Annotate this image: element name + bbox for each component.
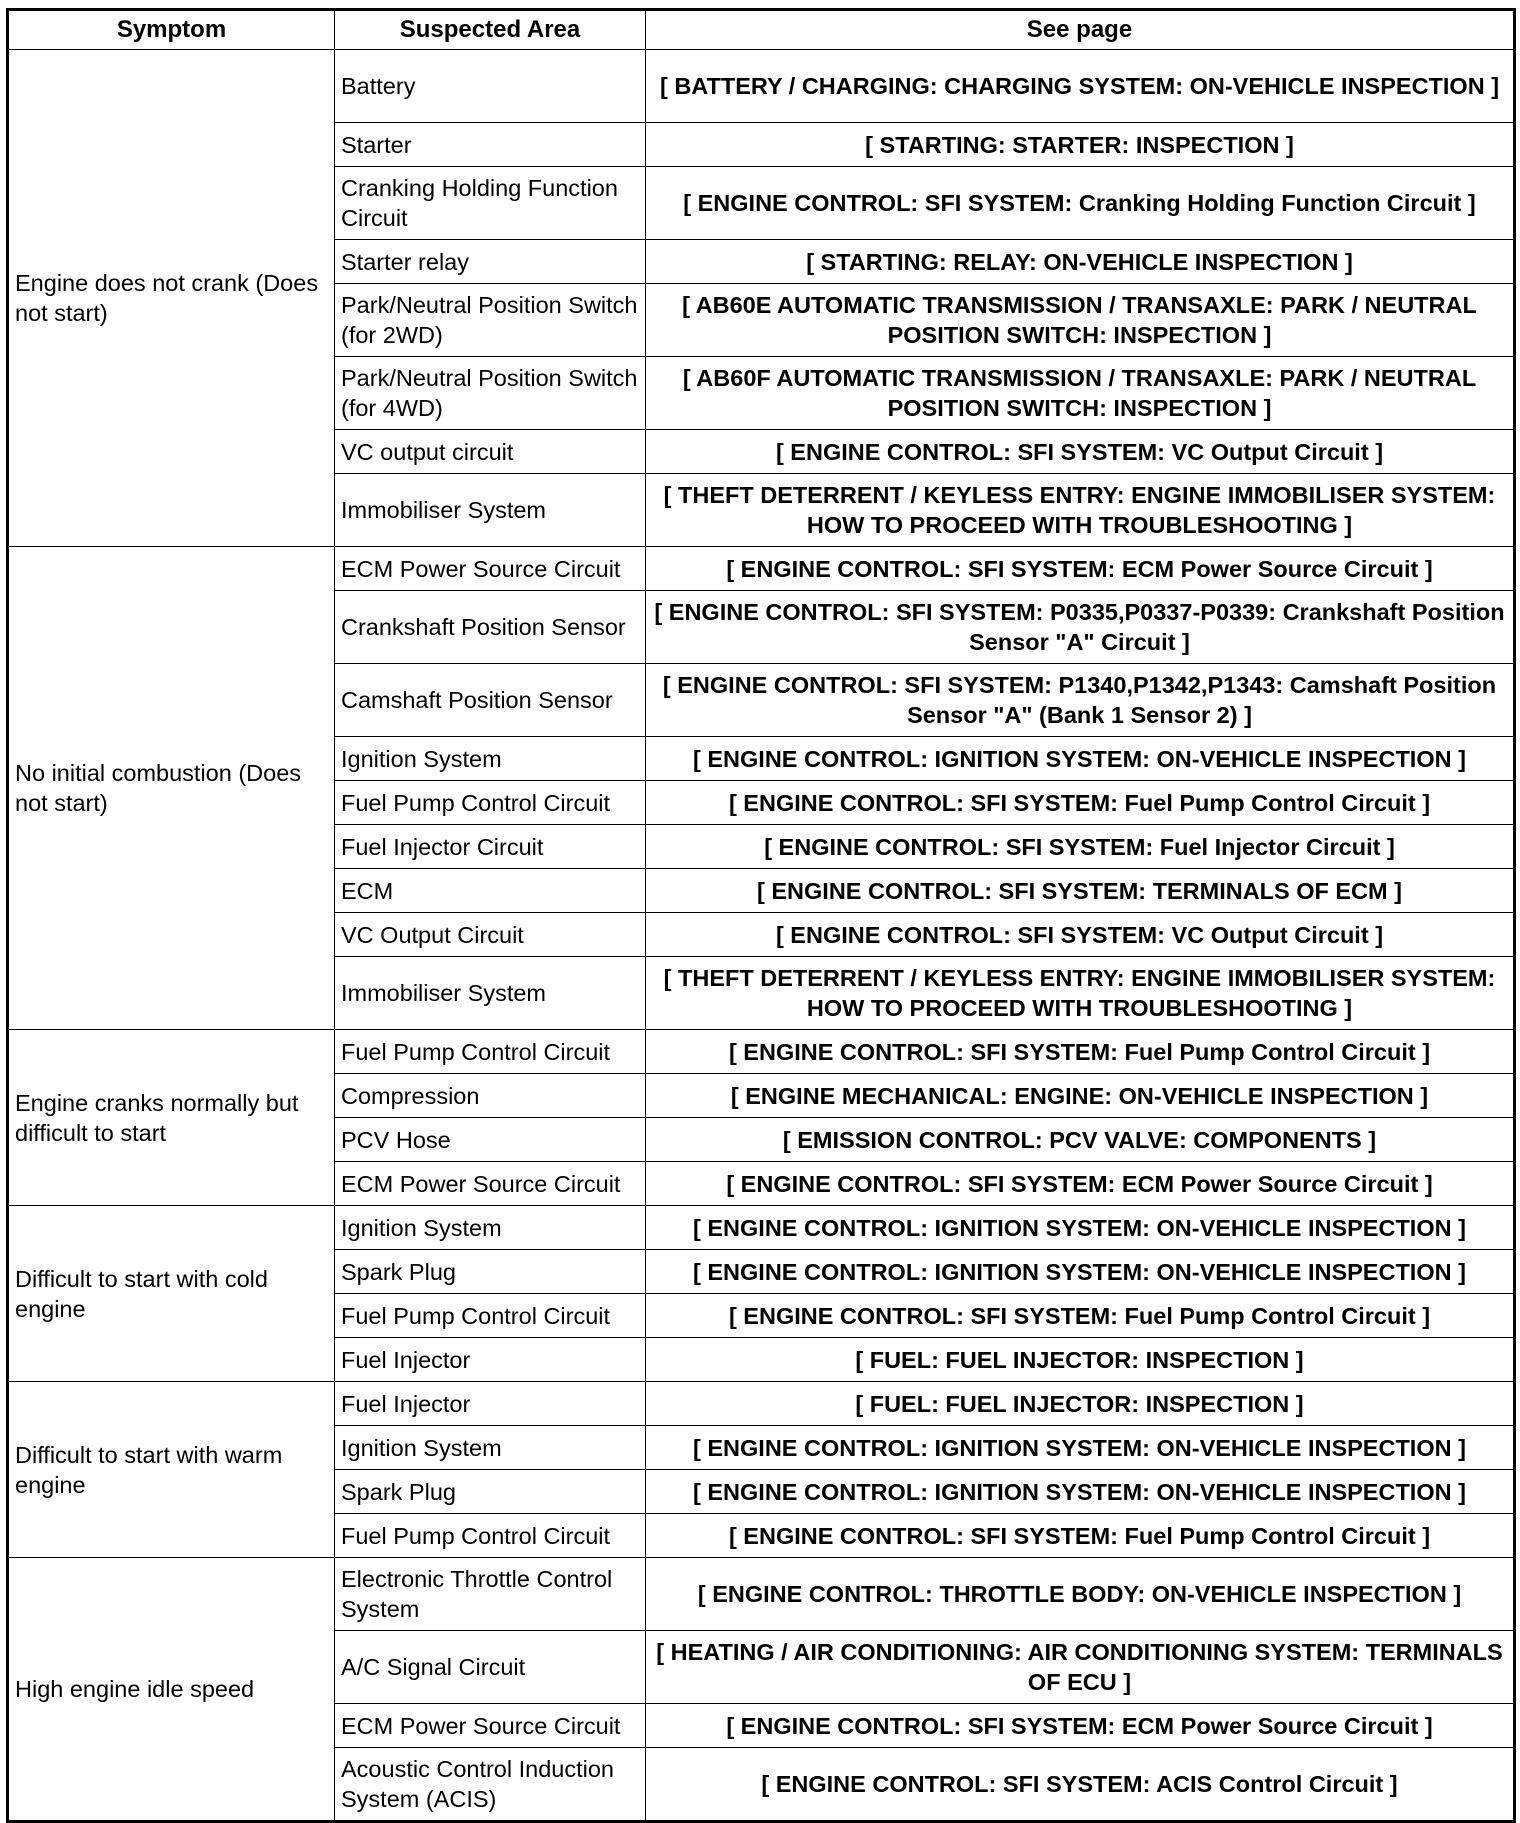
see-page-link[interactable]: [ ENGINE CONTROL: SFI SYSTEM: VC Output Circuit ] — [646, 913, 1515, 957]
suspected-area-cell: Electronic Throttle Control System — [335, 1558, 646, 1631]
see-page-link[interactable]: [ AB60E AUTOMATIC TRANSMISSION / TRANSAXLE: PARK / NEUTRAL POSITION SWITCH: INSPECTION ] — [646, 284, 1515, 357]
see-page-link[interactable]: [ FUEL: FUEL INJECTOR: INSPECTION ] — [646, 1338, 1515, 1382]
suspected-area-cell: Crankshaft Position Sensor — [335, 591, 646, 664]
see-page-link[interactable]: [ ENGINE CONTROL: SFI SYSTEM: ACIS Control Circuit ] — [646, 1748, 1515, 1822]
see-page-link[interactable]: [ ENGINE CONTROL: SFI SYSTEM: Fuel Pump Control Circuit ] — [646, 1514, 1515, 1558]
suspected-area-cell: Fuel Pump Control Circuit — [335, 1514, 646, 1558]
suspected-area-cell: Fuel Pump Control Circuit — [335, 781, 646, 825]
header-see-page: See page — [646, 10, 1515, 50]
suspected-area-cell: Ignition System — [335, 737, 646, 781]
header-suspected-area: Suspected Area — [335, 10, 646, 50]
header-row — [8, 10, 1515, 50]
see-page-link[interactable]: [ ENGINE CONTROL: IGNITION SYSTEM: ON-VEHICLE INSPECTION ] — [646, 1470, 1515, 1514]
see-page-link[interactable]: [ ENGINE CONTROL: SFI SYSTEM: P0335,P0337-P0339: Crankshaft Position Sensor "A" Circuit ] — [646, 591, 1515, 664]
symptom-cell: Engine does not crank (Does not start) — [8, 50, 335, 547]
see-page-link[interactable]: [ THEFT DETERRENT / KEYLESS ENTRY: ENGINE IMMOBILISER SYSTEM: HOW TO PROCEED WITH TROUBLESHOOTING ] — [646, 957, 1515, 1030]
table-row — [8, 1382, 1515, 1426]
suspected-area-cell: VC output circuit — [335, 430, 646, 474]
see-page-link[interactable]: [ ENGINE CONTROL: SFI SYSTEM: P1340,P1342,P1343: Camshaft Position Sensor "A" (Bank 1 Sensor 2) ] — [646, 664, 1515, 737]
see-page-link[interactable]: [ ENGINE CONTROL: THROTTLE BODY: ON-VEHICLE INSPECTION ] — [646, 1558, 1515, 1631]
see-page-link[interactable]: [ FUEL: FUEL INJECTOR: INSPECTION ] — [646, 1382, 1515, 1426]
see-page-link[interactable]: [ AB60F AUTOMATIC TRANSMISSION / TRANSAXLE: PARK / NEUTRAL POSITION SWITCH: INSPECTION ] — [646, 357, 1515, 430]
see-page-link[interactable]: [ STARTING: STARTER: INSPECTION ] — [646, 123, 1515, 167]
see-page-link[interactable]: [ ENGINE MECHANICAL: ENGINE: ON-VEHICLE INSPECTION ] — [646, 1074, 1515, 1118]
suspected-area-cell: ECM — [335, 869, 646, 913]
suspected-area-cell: Park/Neutral Position Switch (for 4WD) — [335, 357, 646, 430]
suspected-area-cell: A/C Signal Circuit — [335, 1631, 646, 1704]
suspected-area-cell: Camshaft Position Sensor — [335, 664, 646, 737]
suspected-area-cell: Compression — [335, 1074, 646, 1118]
see-page-link[interactable]: [ ENGINE CONTROL: IGNITION SYSTEM: ON-VEHICLE INSPECTION ] — [646, 1426, 1515, 1470]
table-row — [8, 1030, 1515, 1074]
symptom-cell: Difficult to start with warm engine — [8, 1382, 335, 1558]
see-page-link[interactable]: [ BATTERY / CHARGING: CHARGING SYSTEM: ON-VEHICLE INSPECTION ] — [646, 50, 1515, 123]
suspected-area-cell: Starter — [335, 123, 646, 167]
see-page-link[interactable]: [ ENGINE CONTROL: SFI SYSTEM: Fuel Pump Control Circuit ] — [646, 1294, 1515, 1338]
suspected-area-cell: Immobiliser System — [335, 957, 646, 1030]
symptom-cell: Difficult to start with cold engine — [8, 1206, 335, 1382]
see-page-link[interactable]: [ ENGINE CONTROL: SFI SYSTEM: TERMINALS OF ECM ] — [646, 869, 1515, 913]
see-page-link[interactable]: [ ENGINE CONTROL: SFI SYSTEM: Fuel Injector Circuit ] — [646, 825, 1515, 869]
suspected-area-cell: Fuel Pump Control Circuit — [335, 1030, 646, 1074]
see-page-link[interactable]: [ ENGINE CONTROL: SFI SYSTEM: Cranking Holding Function Circuit ] — [646, 167, 1515, 240]
see-page-link[interactable]: [ ENGINE CONTROL: SFI SYSTEM: ECM Power Source Circuit ] — [646, 1162, 1515, 1206]
troubleshooting-table-container — [6, 8, 1513, 1823]
see-page-link[interactable]: [ STARTING: RELAY: ON-VEHICLE INSPECTION ] — [646, 240, 1515, 284]
see-page-link[interactable]: [ ENGINE CONTROL: IGNITION SYSTEM: ON-VEHICLE INSPECTION ] — [646, 1206, 1515, 1250]
suspected-area-cell: ECM Power Source Circuit — [335, 547, 646, 591]
see-page-link[interactable]: [ EMISSION CONTROL: PCV VALVE: COMPONENTS ] — [646, 1118, 1515, 1162]
see-page-link[interactable]: [ ENGINE CONTROL: SFI SYSTEM: Fuel Pump Control Circuit ] — [646, 781, 1515, 825]
suspected-area-cell: VC Output Circuit — [335, 913, 646, 957]
suspected-area-cell: ECM Power Source Circuit — [335, 1162, 646, 1206]
suspected-area-cell: Fuel Pump Control Circuit — [335, 1294, 646, 1338]
symptom-cell: Engine cranks normally but difficult to start — [8, 1030, 335, 1206]
problem-symptoms-table — [6, 8, 1516, 1823]
table-row — [8, 50, 1515, 123]
table-row — [8, 1206, 1515, 1250]
see-page-link[interactable]: [ ENGINE CONTROL: SFI SYSTEM: VC Output Circuit ] — [646, 430, 1515, 474]
suspected-area-cell: Spark Plug — [335, 1470, 646, 1514]
see-page-link[interactable]: [ ENGINE CONTROL: SFI SYSTEM: ECM Power Source Circuit ] — [646, 1704, 1515, 1748]
symptom-cell: No initial combustion (Does not start) — [8, 547, 335, 1030]
see-page-link[interactable]: [ ENGINE CONTROL: SFI SYSTEM: ECM Power Source Circuit ] — [646, 547, 1515, 591]
see-page-link[interactable]: [ HEATING / AIR CONDITIONING: AIR CONDITIONING SYSTEM: TERMINALS OF ECU ] — [646, 1631, 1515, 1704]
header-symptom: Symptom — [8, 10, 335, 50]
see-page-link[interactable]: [ ENGINE CONTROL: SFI SYSTEM: Fuel Pump Control Circuit ] — [646, 1030, 1515, 1074]
suspected-area-cell: Spark Plug — [335, 1250, 646, 1294]
suspected-area-cell: Ignition System — [335, 1426, 646, 1470]
suspected-area-cell: Fuel Injector Circuit — [335, 825, 646, 869]
see-page-link[interactable]: [ ENGINE CONTROL: IGNITION SYSTEM: ON-VEHICLE INSPECTION ] — [646, 737, 1515, 781]
suspected-area-cell: Fuel Injector — [335, 1338, 646, 1382]
table-row — [8, 1558, 1515, 1631]
table-row — [8, 547, 1515, 591]
suspected-area-cell: Starter relay — [335, 240, 646, 284]
see-page-link[interactable]: [ THEFT DETERRENT / KEYLESS ENTRY: ENGINE IMMOBILISER SYSTEM: HOW TO PROCEED WITH TROUBLESHOOTING ] — [646, 474, 1515, 547]
see-page-link[interactable]: [ ENGINE CONTROL: IGNITION SYSTEM: ON-VEHICLE INSPECTION ] — [646, 1250, 1515, 1294]
suspected-area-cell: Ignition System — [335, 1206, 646, 1250]
suspected-area-cell: Immobiliser System — [335, 474, 646, 547]
suspected-area-cell: Fuel Injector — [335, 1382, 646, 1426]
suspected-area-cell: ECM Power Source Circuit — [335, 1704, 646, 1748]
symptom-cell: High engine idle speed — [8, 1558, 335, 1822]
suspected-area-cell: Battery — [335, 50, 646, 123]
suspected-area-cell: PCV Hose — [335, 1118, 646, 1162]
suspected-area-cell: Acoustic Control Induction System (ACIS) — [335, 1748, 646, 1822]
suspected-area-cell: Cranking Holding Function Circuit — [335, 167, 646, 240]
suspected-area-cell: Park/Neutral Position Switch (for 2WD) — [335, 284, 646, 357]
